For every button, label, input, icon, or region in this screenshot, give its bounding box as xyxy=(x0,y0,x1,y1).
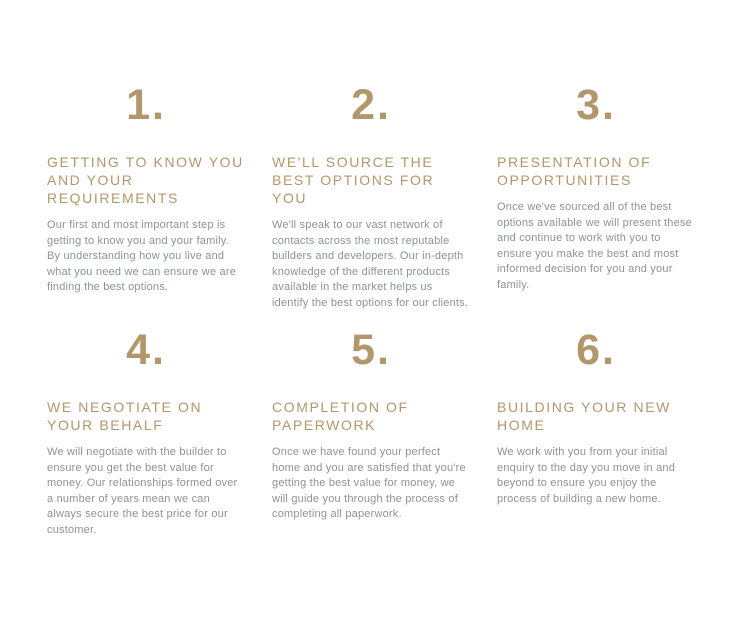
step-card-1 xyxy=(47,81,245,311)
step-number: 2. xyxy=(351,81,391,129)
step-title: GETTING TO KNOW YOU AND YOUR REQUIREMENTS xyxy=(47,154,244,206)
step-title: COMPLETION OF PAPERWORK xyxy=(272,399,409,433)
step-title: PRESENTATION OF OPPORTUNITIES xyxy=(497,154,652,188)
step-card-6 xyxy=(497,326,695,538)
step-title: WE'LL SOURCE THE BEST OPTIONS FOR YOU xyxy=(272,154,435,206)
step-number: 5. xyxy=(351,326,391,374)
step-card-5 xyxy=(272,326,470,538)
step-card-2 xyxy=(272,81,470,311)
step-description: Once we have found your perfect home and you are satisfied that you're getting the best value for money, we will guide you through the process of completing all paperwork. xyxy=(272,446,466,520)
step-number: 6. xyxy=(576,326,616,374)
step-number: 3. xyxy=(576,81,616,129)
step-title: WE NEGOTIATE ON YOUR BEHALF xyxy=(47,399,203,433)
step-title: BUILDING YOUR NEW HOME xyxy=(497,399,671,433)
step-description: We'll speak to our vast network of contacts across the most reputable builders and developers. Our in-depth knowledge of the different products available in the market helps us identify the best options for our clients. xyxy=(272,219,469,309)
step-number: 4. xyxy=(126,326,166,374)
step-number: 1. xyxy=(126,81,166,129)
step-card-4 xyxy=(47,326,245,538)
step-card-3 xyxy=(497,81,695,311)
step-description: We work with you from your initial enquiry to the day you move in and beyond to ensure you enjoy the process of building a new home. xyxy=(497,446,676,505)
step-description: We will negotiate with the builder to ensure you get the best value for money. Our relationships formed over a number of years mean we can always secure the best price for our customer. xyxy=(47,446,238,536)
step-description: Our first and most important step is getting to know you and your family. By understanding how you live and what you need we can ensure we are finding the best options. xyxy=(47,219,237,293)
step-description: Once we've sourced all of the best options available we will present these and continue to work with you to ensure you make the best and most informed decision for you and your family. xyxy=(497,201,692,291)
